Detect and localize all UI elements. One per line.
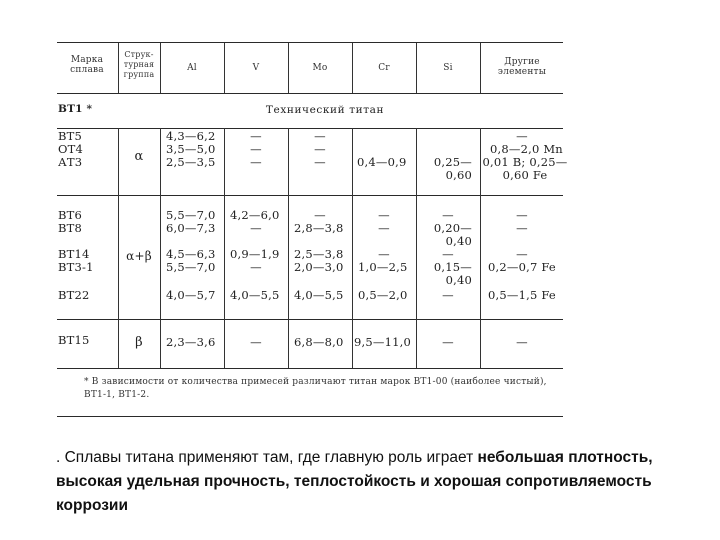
- other-cell: —: [516, 208, 528, 222]
- grade-cell: ВТ6: [58, 208, 83, 222]
- other-cell: 0,8—2,0 Mn: [490, 142, 563, 156]
- al-cell: 4,5—6,3: [166, 247, 216, 261]
- al-cell: 5,5—7,0: [166, 260, 216, 274]
- v-cell: —: [250, 221, 262, 235]
- col-sep-6-body: [416, 128, 417, 368]
- other-cell: 0,01 B; 0,25—0,60 Fe: [482, 155, 568, 182]
- grade-cell: ВТ8: [58, 221, 83, 235]
- col-sep-4: [288, 43, 289, 93]
- table-footnote: * В зависимости от количества примесей различают титан марок ВТ1-00 (наиболее чистый), ВТ1-1, ВТ1-2.: [84, 377, 547, 400]
- al-cell: 4,0—5,7: [166, 288, 216, 302]
- header-structure: Струк-турная группа: [123, 50, 155, 79]
- v-cell: 0,9—1,9: [230, 247, 280, 261]
- caption-bold: небольшая плотность, высокая удельная прочность, теплостойкость и хорошая сопротивляемость коррозии: [56, 449, 653, 514]
- al-cell: 2,5—3,5: [166, 155, 216, 169]
- vt1-grade: ВТ1 *: [58, 103, 93, 115]
- mo-cell: 4,0—5,5: [294, 288, 344, 302]
- v-cell: —: [250, 335, 262, 349]
- cr-cell: 1,0—2,5: [358, 260, 408, 274]
- grade-cell: ВТ15: [58, 333, 90, 347]
- mo-cell: 2,8—3,8: [294, 221, 344, 235]
- si-cell: —: [442, 247, 454, 261]
- cr-cell: 0,4—0,9: [357, 155, 407, 169]
- si-cell: —: [442, 335, 454, 349]
- other-cell: —: [516, 129, 528, 143]
- group-rule-2: [57, 195, 563, 196]
- col-sep-5-body: [352, 128, 353, 368]
- table-bottom-rule: [57, 368, 563, 369]
- mo-cell: —: [314, 155, 326, 169]
- al-cell: 5,5—7,0: [166, 208, 216, 222]
- mo-cell: —: [314, 208, 326, 222]
- col-sep-3: [224, 43, 225, 93]
- header-cr: Cr: [378, 63, 390, 73]
- group-alpha: α: [134, 149, 144, 164]
- col-sep-1-body: [118, 128, 119, 368]
- other-cell: —: [516, 221, 528, 235]
- mo-cell: 2,0—3,0: [294, 260, 344, 274]
- col-sep-6: [416, 43, 417, 93]
- cr-cell: —: [378, 247, 390, 261]
- header-si: Si: [443, 63, 453, 73]
- grade-cell: ВТ22: [58, 288, 90, 302]
- cr-cell: 9,5—11,0: [354, 335, 411, 349]
- mo-cell: —: [314, 142, 326, 156]
- col-sep-7: [480, 43, 481, 93]
- v-cell: —: [250, 155, 262, 169]
- other-cell: —: [516, 247, 528, 261]
- si-cell: —: [442, 208, 454, 222]
- other-cell: 0,5—1,5 Fe: [488, 288, 556, 302]
- table-top-rule: [57, 42, 563, 43]
- al-cell: 2,3—3,6: [166, 335, 216, 349]
- col-sep-2-body: [160, 128, 161, 368]
- mo-cell: 2,5—3,8: [294, 247, 344, 261]
- header-grade: Марка сплава: [70, 55, 104, 75]
- v-cell: 4,0—5,5: [230, 288, 280, 302]
- si-cell: 0,25—0,60: [433, 155, 472, 182]
- al-cell: 6,0—7,3: [166, 221, 216, 235]
- v-cell: —: [250, 142, 262, 156]
- cr-cell: 0,5—2,0: [358, 288, 408, 302]
- v-cell: —: [250, 260, 262, 274]
- si-cell: —: [442, 288, 454, 302]
- grade-cell: ВТ3-1: [58, 260, 94, 274]
- col-sep-2: [160, 43, 161, 93]
- mo-cell: —: [314, 129, 326, 143]
- header-bottom-rule: [57, 93, 563, 94]
- caption-text: [56, 446, 716, 518]
- group-alpha-beta: α+β: [126, 249, 152, 263]
- group-beta: β: [135, 335, 143, 350]
- col-sep-7-body: [480, 128, 481, 368]
- v-cell: 4,2—6,0: [230, 208, 280, 222]
- grade-cell: АТ3: [58, 155, 83, 169]
- al-cell: 3,5—5,0: [166, 142, 216, 156]
- group-rule-1: [57, 128, 563, 129]
- other-cell: —: [516, 335, 528, 349]
- mo-cell: 6,8—8,0: [294, 335, 344, 349]
- grade-cell: ВТ14: [58, 247, 90, 261]
- col-sep-4-body: [288, 128, 289, 368]
- si-cell: 0,20—0,40: [433, 221, 472, 248]
- header-v: V: [252, 63, 260, 73]
- grade-cell: ОТ4: [58, 142, 84, 156]
- si-cell: 0,15—0,40: [433, 260, 472, 287]
- group-rule-3: [57, 319, 563, 320]
- header-mo: Mo: [312, 63, 328, 73]
- other-cell: 0,2—0,7 Fe: [488, 260, 556, 274]
- v-cell: —: [250, 129, 262, 143]
- col-sep-3-body: [224, 128, 225, 368]
- cr-cell: —: [378, 221, 390, 235]
- header-other: Другие элементы: [497, 57, 547, 77]
- cr-cell: —: [378, 208, 390, 222]
- header-al: Al: [187, 63, 197, 73]
- caption-normal: . Сплавы титана применяют там, где главную роль играет: [56, 449, 478, 466]
- section-title: Технический титан: [265, 104, 385, 116]
- al-cell: 4,3—6,2: [166, 129, 216, 143]
- grade-cell: ВТ5: [58, 129, 83, 143]
- col-sep-5: [352, 43, 353, 93]
- page-bottom-rule: [57, 416, 563, 417]
